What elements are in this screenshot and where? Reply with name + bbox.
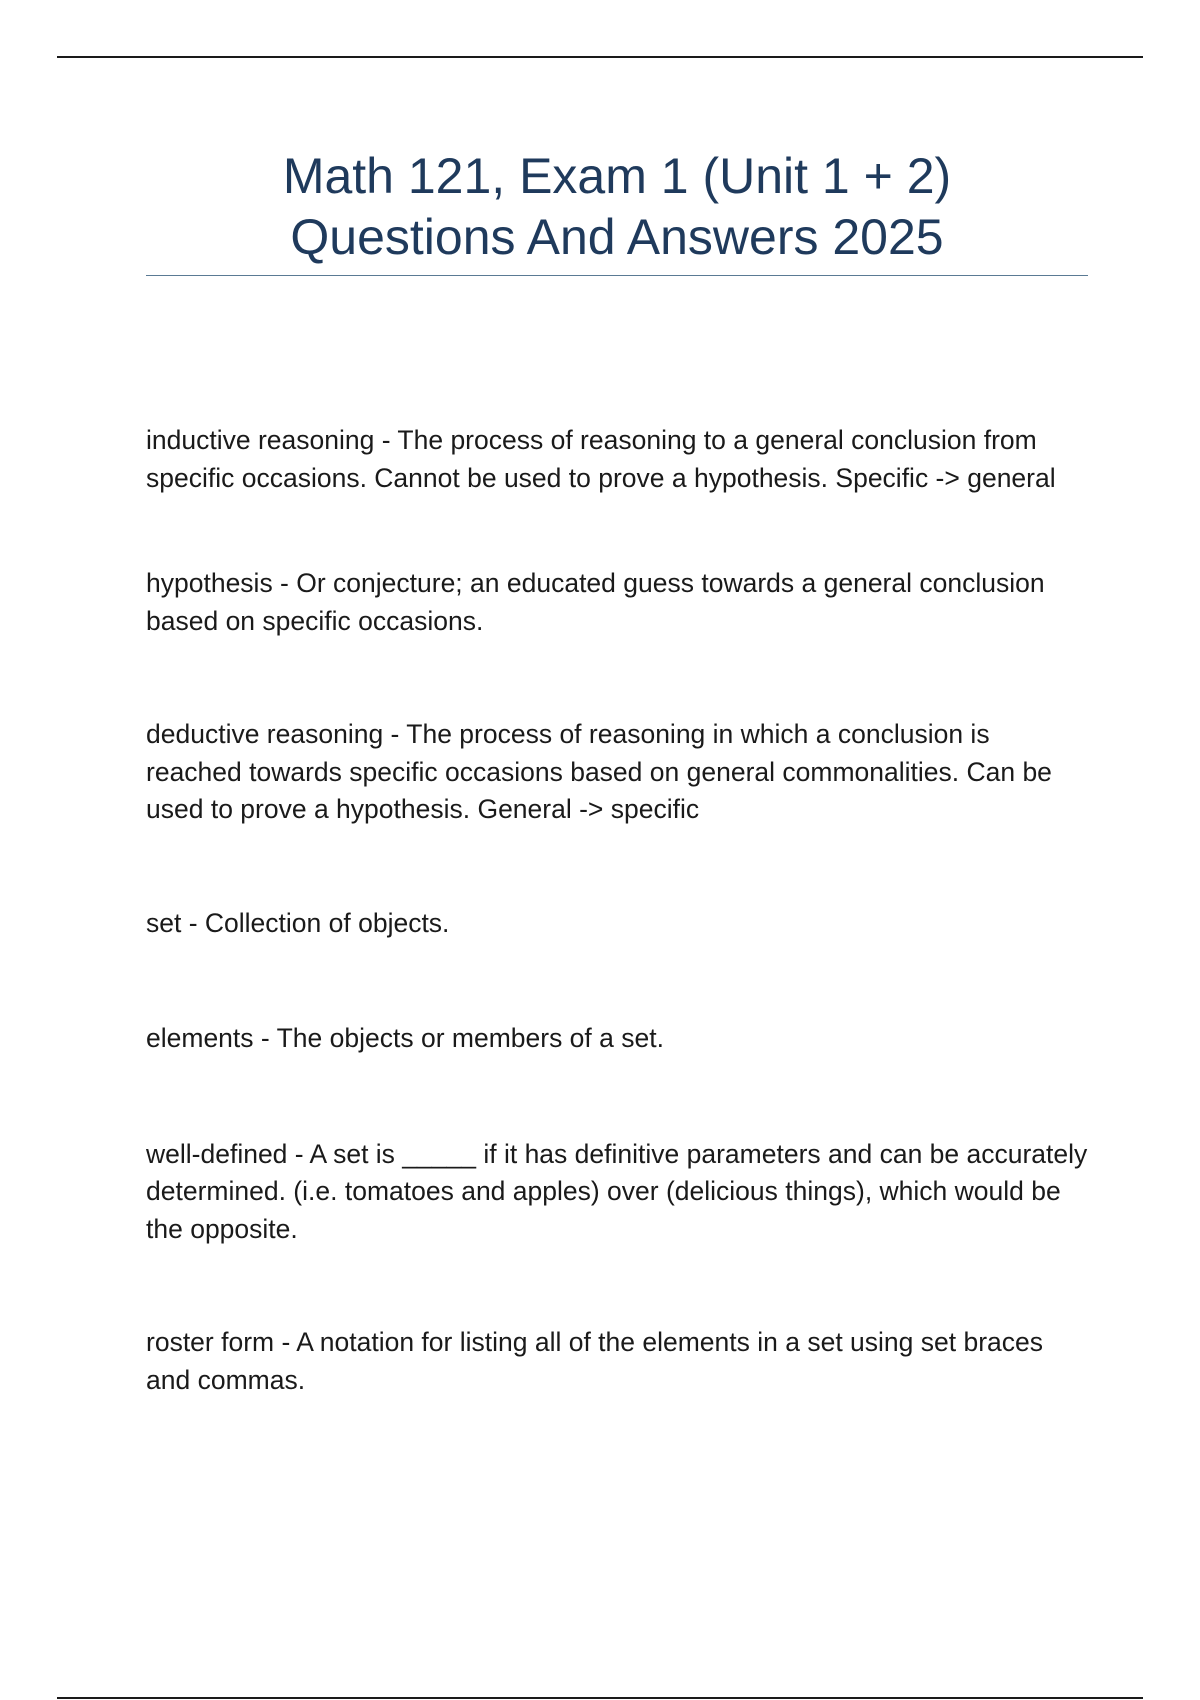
document-title-line-1: Math 121, Exam 1 (Unit 1 + 2) <box>282 148 952 204</box>
definitions-list <box>146 422 1088 1399</box>
page-bottom-rule <box>57 1697 1143 1699</box>
definition-elements: elements - The objects or members of a set. <box>146 1023 664 1053</box>
definition-well-defined: well-defined - A set is _____ if it has definitive parameters and can be accurately determined. (i.e. tomatoes and apples) over (delicious things), which would be the opposite. <box>146 1138 1088 1244</box>
definition-inductive-reasoning: inductive reasoning - The process of reasoning to a general conclusion from specific occasions. Cannot be used to prove a hypothesis. Specific -> general <box>146 425 1056 493</box>
document-title-line-2: Questions And Answers 2025 <box>290 209 944 265</box>
page-top-rule <box>57 56 1143 58</box>
definition-set: set - Collection of objects. <box>146 907 450 938</box>
title-underline <box>146 275 1088 276</box>
definition-hypothesis: hypothesis - Or conjecture; an educated guess towards a general conclusion based on specific occasions. <box>146 568 1045 636</box>
document-title <box>146 146 1088 268</box>
definition-roster-form: roster form - A notation for listing all of the elements in a set using set braces and commas. <box>146 1327 1044 1395</box>
definition-deductive-reasoning: deductive reasoning - The process of reasoning in which a conclusion is reached towards specific occasions based on general commonalities. Can be used to prove a hypothesis. General -> specific <box>146 719 1052 824</box>
